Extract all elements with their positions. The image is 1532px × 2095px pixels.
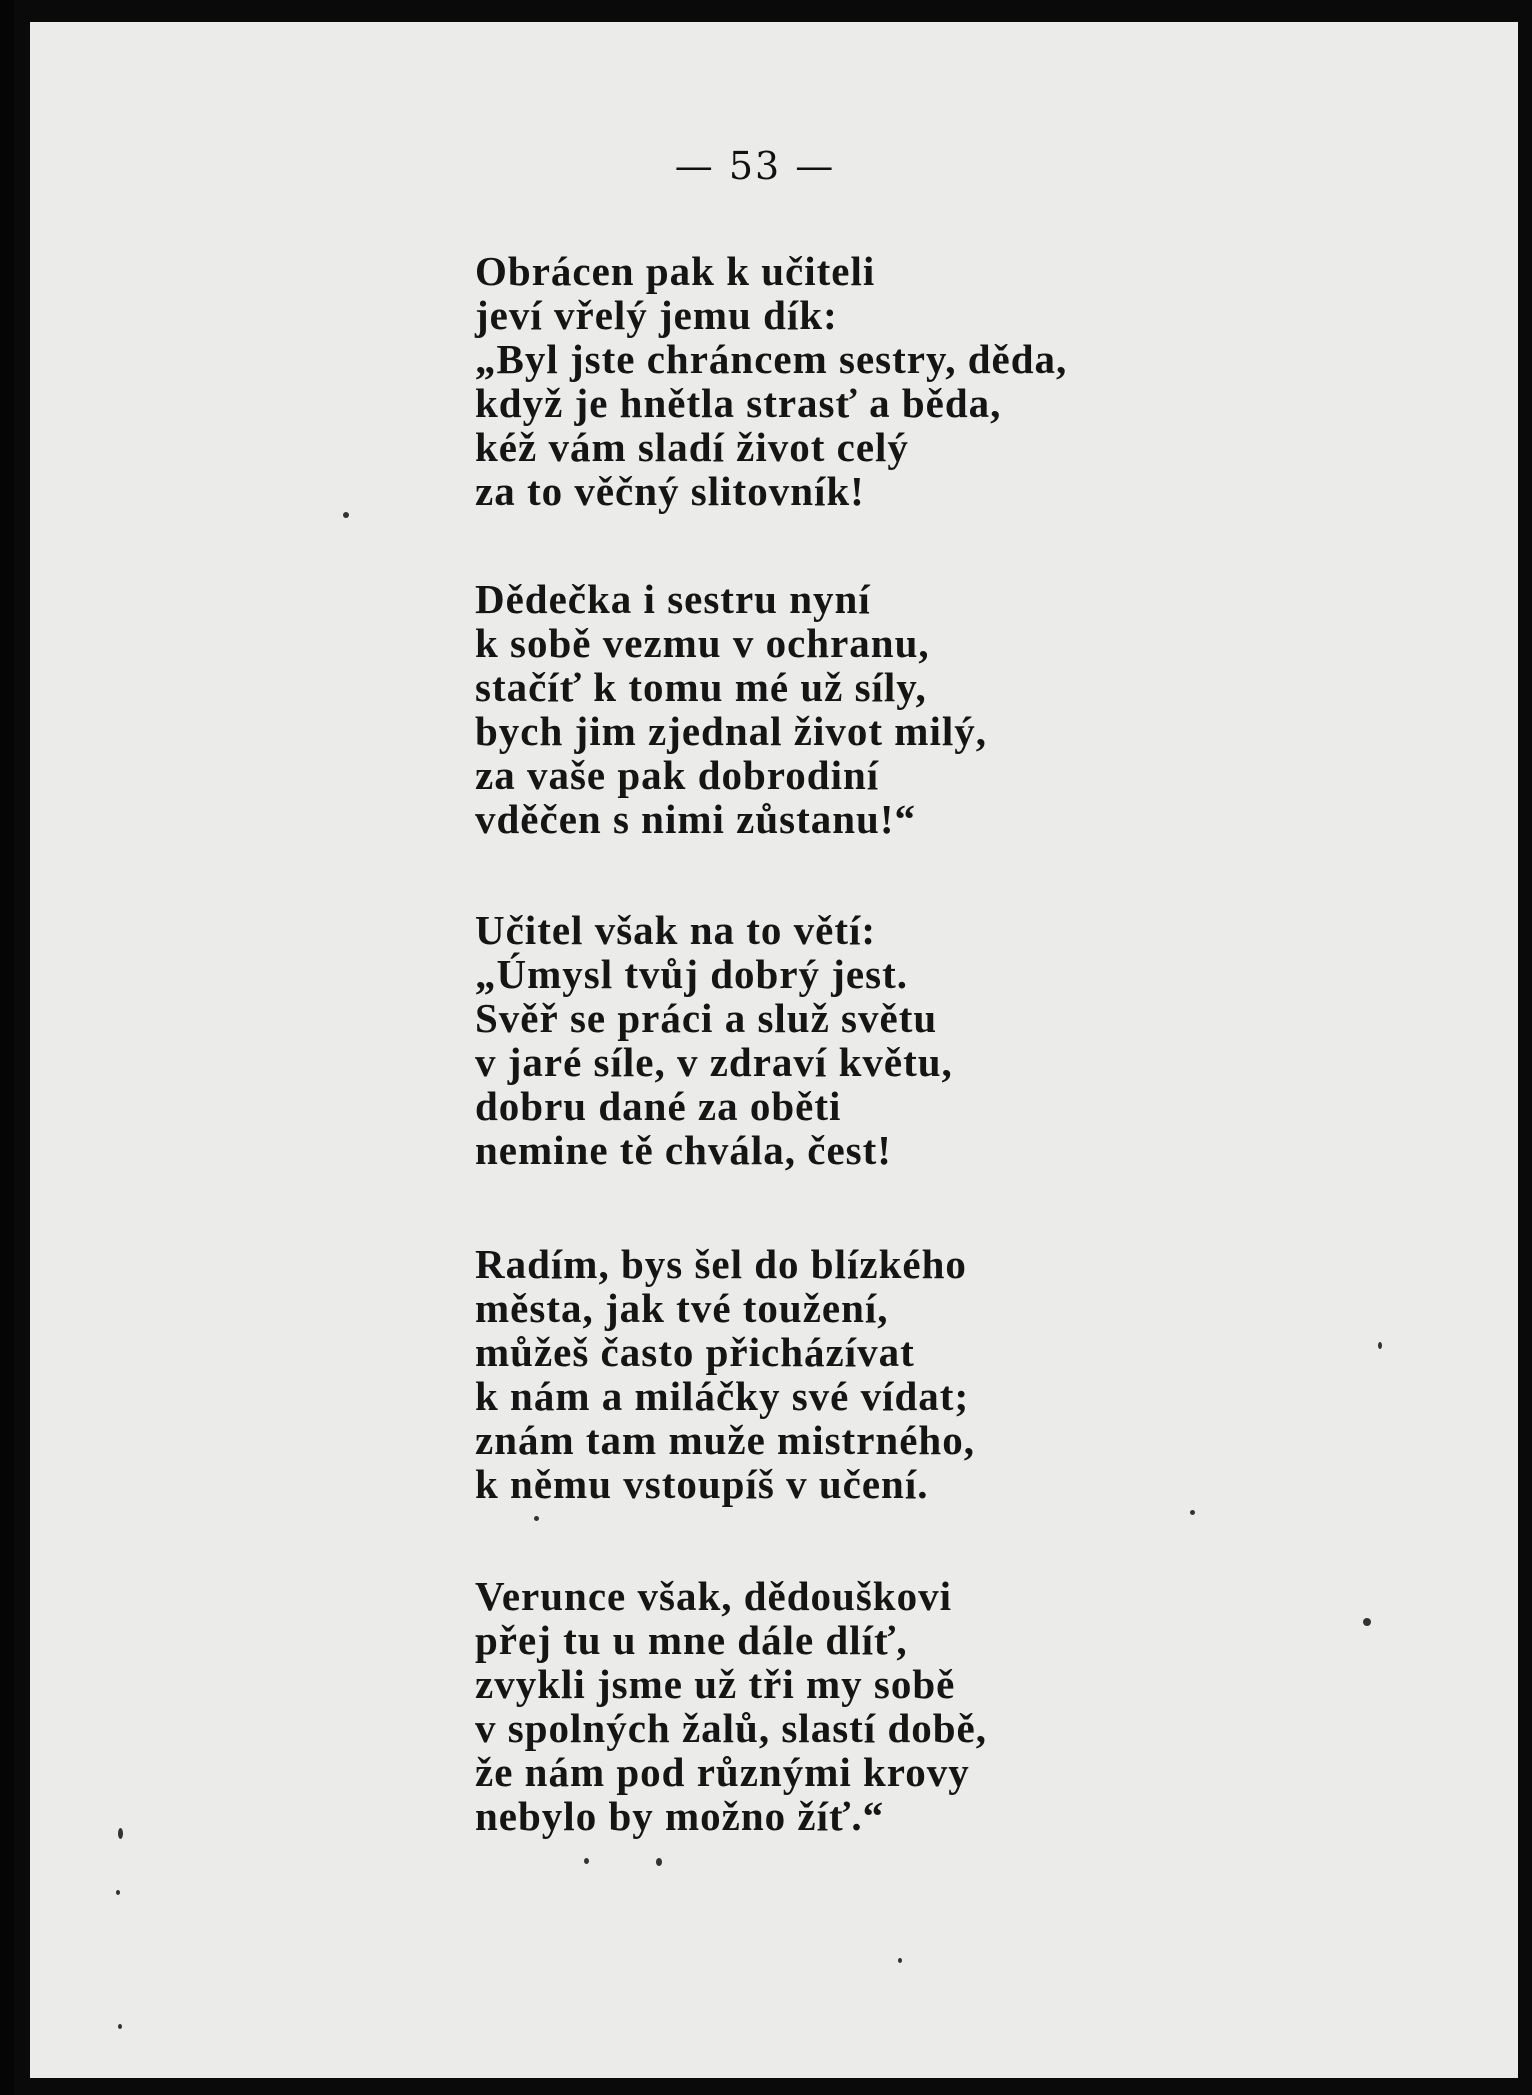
verse-line: nemine tě chvála, čest! [475,1127,892,1173]
verse-line: v jaré síle, v zdraví květu, [475,1039,953,1085]
scan-speck [343,512,349,518]
verse-line: Radím, bys šel do blízkého [475,1241,967,1287]
stanza [475,908,1475,1172]
verse-line: bych jim zjednal život milý, [475,708,987,754]
verse-line: můžeš často přicházívat [475,1329,915,1375]
verse-line: zvykli jsme už tři my sobě [475,1661,956,1707]
verse-line: za to věčný slitovník! [475,468,865,514]
verse-line: města, jak tvé toužení, [475,1285,889,1331]
verse-line: dobru dané za oběti [475,1083,842,1129]
verse-line: Učitel však na to větí: [475,907,877,953]
book-page [30,22,1518,2078]
verse-line: v spolných žalů, slastí době, [475,1705,987,1751]
verse-line: Svěř se práci a služ světu [475,995,938,1041]
verse-line: že nám pod různými krovy [475,1749,970,1795]
scan-speck [1378,1342,1382,1349]
verse-line: k němu vstoupíš v učení. [475,1461,929,1507]
page-number: — 53 — [674,144,836,188]
verse-line: Verunce však, dědouškovi [475,1573,953,1619]
scan-speck [118,1828,123,1839]
stanza [475,577,1475,841]
scan-border [0,0,14,2095]
verse-line: znám tam muže mistrného, [475,1417,975,1463]
verse-line: „Byl jste chráncem sestry, děda, [475,336,1068,382]
verse-line: kéž vám sladí život celý [475,424,909,470]
verse-line: „Úmysl tvůj dobrý jest. [475,951,908,997]
stanza [475,1574,1475,1838]
scan-speck [1363,1618,1371,1626]
scan-speck [118,2024,122,2029]
verse-line: vděčen s nimi zůstanu!“ [475,796,917,842]
scan-speck [656,1858,662,1866]
verse-line: přej tu u mne dále dlíť, [475,1617,908,1663]
stanza [475,1242,1475,1506]
scan-speck [116,1890,120,1895]
verse-line: když je hnětla strasť a běda, [475,380,1002,426]
verse-line: nebylo by možno žíť.“ [475,1793,885,1839]
scan-speck [584,1858,589,1864]
scan-speck [898,1958,902,1963]
verse-line: za vaše pak dobrodiní [475,752,880,798]
verse-line: stačíť k tomu mé už síly, [475,664,927,710]
verse-line: jeví vřelý jemu dík: [475,292,838,338]
scan-speck [534,1516,539,1521]
stanza [475,249,1475,513]
scan-speck [1190,1510,1195,1515]
verse-line: Dědečka i sestru nyní [475,576,871,622]
verse-line: k sobě vezmu v ochranu, [475,620,930,666]
verse-line: k nám a miláčky své vídat; [475,1373,970,1419]
verse-line: Obrácen pak k učiteli [475,248,876,294]
